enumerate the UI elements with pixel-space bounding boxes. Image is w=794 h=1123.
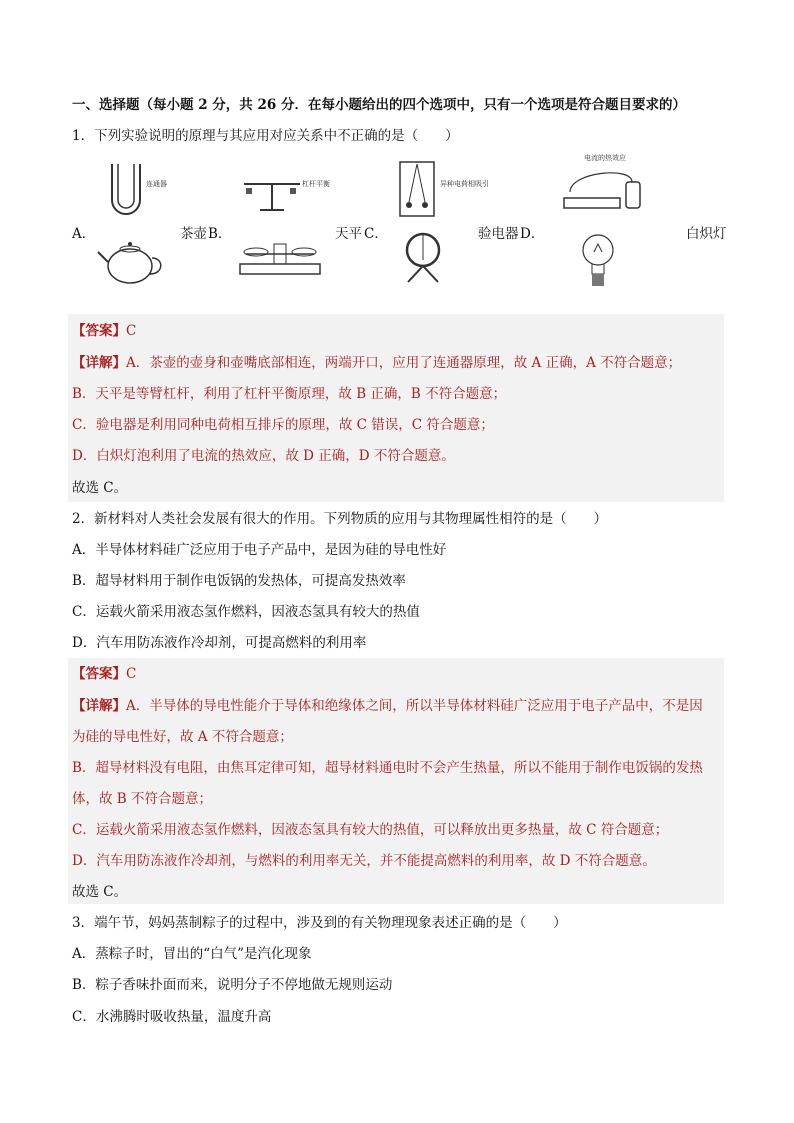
q2-detail-line-5: C．运载火箭采用液态氢作燃料，因液态氢具有较大的热值，可以释放出更多热量，故 C 符合题意； <box>72 822 669 838</box>
answer-value: C <box>126 323 137 339</box>
q3-stem: 3．端午节，妈妈蒸制粽子的过程中，涉及到的有关物理现象表述正确的是（ ） <box>72 915 567 931</box>
q2-detail-line-4: 体，故 B 不符合题意； <box>72 791 213 807</box>
lightbulb-figure <box>578 230 618 292</box>
q1-detail-line-2: B．天平是等臂杠杆，利用了杠杆平衡原理，故 B 正确，B 不符合题意； <box>72 386 507 402</box>
q1-detail-line-3: C．验电器是利用同种电荷相互排斥的原理，故 C 错误，C 符合题意； <box>72 417 494 433</box>
q1-option-d-text: 白炽灯 <box>686 226 727 242</box>
q2-option-a: A．半导体材料硅广泛应用于电子产品中，是因为硅的导电性好 <box>72 542 447 558</box>
q2-stem: 2．新材料对人类社会发展有很大的作用。下列物质的应用与其物理属性相符的是（ ） <box>72 511 608 527</box>
electroscope-figure <box>398 232 448 286</box>
q3-option-c: C．水沸腾时吸收热量，温度升高 <box>72 1009 272 1025</box>
q1-option-c-letter: C． <box>364 226 388 242</box>
charges-figure <box>398 160 498 220</box>
q1-option-c-text: 验电器 <box>478 226 519 242</box>
q2-detail-line-2: 为硅的导电性好，故 A 不符合题意； <box>72 729 293 745</box>
answer-value: C <box>126 666 137 682</box>
caption-b: 杠杆平衡 <box>302 180 330 188</box>
detail-bracket: 【详解】 <box>72 355 126 371</box>
q1-answer-block <box>68 314 724 502</box>
q1-detail-line-4: D．白炽灯泡利用了电流的热效应，故 D 正确，D 不符合题意。 <box>72 448 455 464</box>
detail-bracket: 【详解】 <box>72 698 126 714</box>
q1-stem: 1．下列实验说明的原理与其应用对应关系中不正确的是（ ） <box>72 128 459 144</box>
q2-detail-line-1: 【详解】A．半导体的导电性能介于导体和绝缘体之间，所以半导体材料硅广泛应用于电子产品中，不是因 <box>72 698 703 714</box>
q1-option-a-letter: A． <box>72 226 96 242</box>
q1-conclusion: 故选 C。 <box>72 480 128 496</box>
section-title: 一、选择题（每小题 2 分，共 26 分．在每小题给出的四个选项中，只有一个选项是符合题目要求的） <box>72 97 686 113</box>
caption-c: 异种电荷相吸引 <box>440 180 489 188</box>
teapot-figure <box>96 232 166 288</box>
answer-bracket: 【答案】 <box>72 666 126 682</box>
q2-detail-line-6: D．汽车用防冻液作冷却剂，与燃料的利用率无关，并不能提高燃料的利用率，故 D 不符合题意。 <box>72 853 656 869</box>
q2-conclusion: 故选 C。 <box>72 884 128 900</box>
q3-option-b: B．粽子香味扑面而来，说明分子不停地做无规则运动 <box>72 977 393 993</box>
caption-d: 电流的热效应 <box>584 154 626 162</box>
heat-effect-figure <box>562 152 652 218</box>
q1-option-d-letter: D． <box>520 226 545 242</box>
q1-option-b-text: 天平 <box>335 226 362 242</box>
q2-detail-line-3: B．超导材料没有电阻，由焦耳定律可知，超导材料通电时不会产生热量，所以不能用于制作电饭锅的发热 <box>72 760 703 776</box>
q1-detail-line-1: 【详解】A．茶壶的壶身和壶嘴底部相连，两端开口，应用了连通器原理，故 A 正确，A 不符合题意； <box>72 355 682 371</box>
caption-a: 连通器 <box>146 180 167 188</box>
q2-answer <box>72 665 136 683</box>
q2-option-d: D．汽车用防冻液作冷却剂，可提高燃料的利用率 <box>72 635 367 651</box>
balance-figure <box>236 236 326 276</box>
q3-option-a: A．蒸粽子时，冒出的“白气”是汽化现象 <box>72 946 312 962</box>
answer-bracket: 【答案】 <box>72 323 126 339</box>
q2-option-b: B．超导材料用于制作电饭锅的发热体，可提高发热效率 <box>72 573 406 589</box>
q1-option-a-text: 茶壶 <box>180 226 207 242</box>
lever-figure <box>240 172 330 218</box>
q1-option-b-letter: B． <box>208 226 232 242</box>
u-tube-figure <box>108 162 188 222</box>
q2-option-c: C．运载火箭采用液态氢作燃料，因液态氢具有较大的热值 <box>72 604 420 620</box>
q1-answer <box>72 322 136 340</box>
